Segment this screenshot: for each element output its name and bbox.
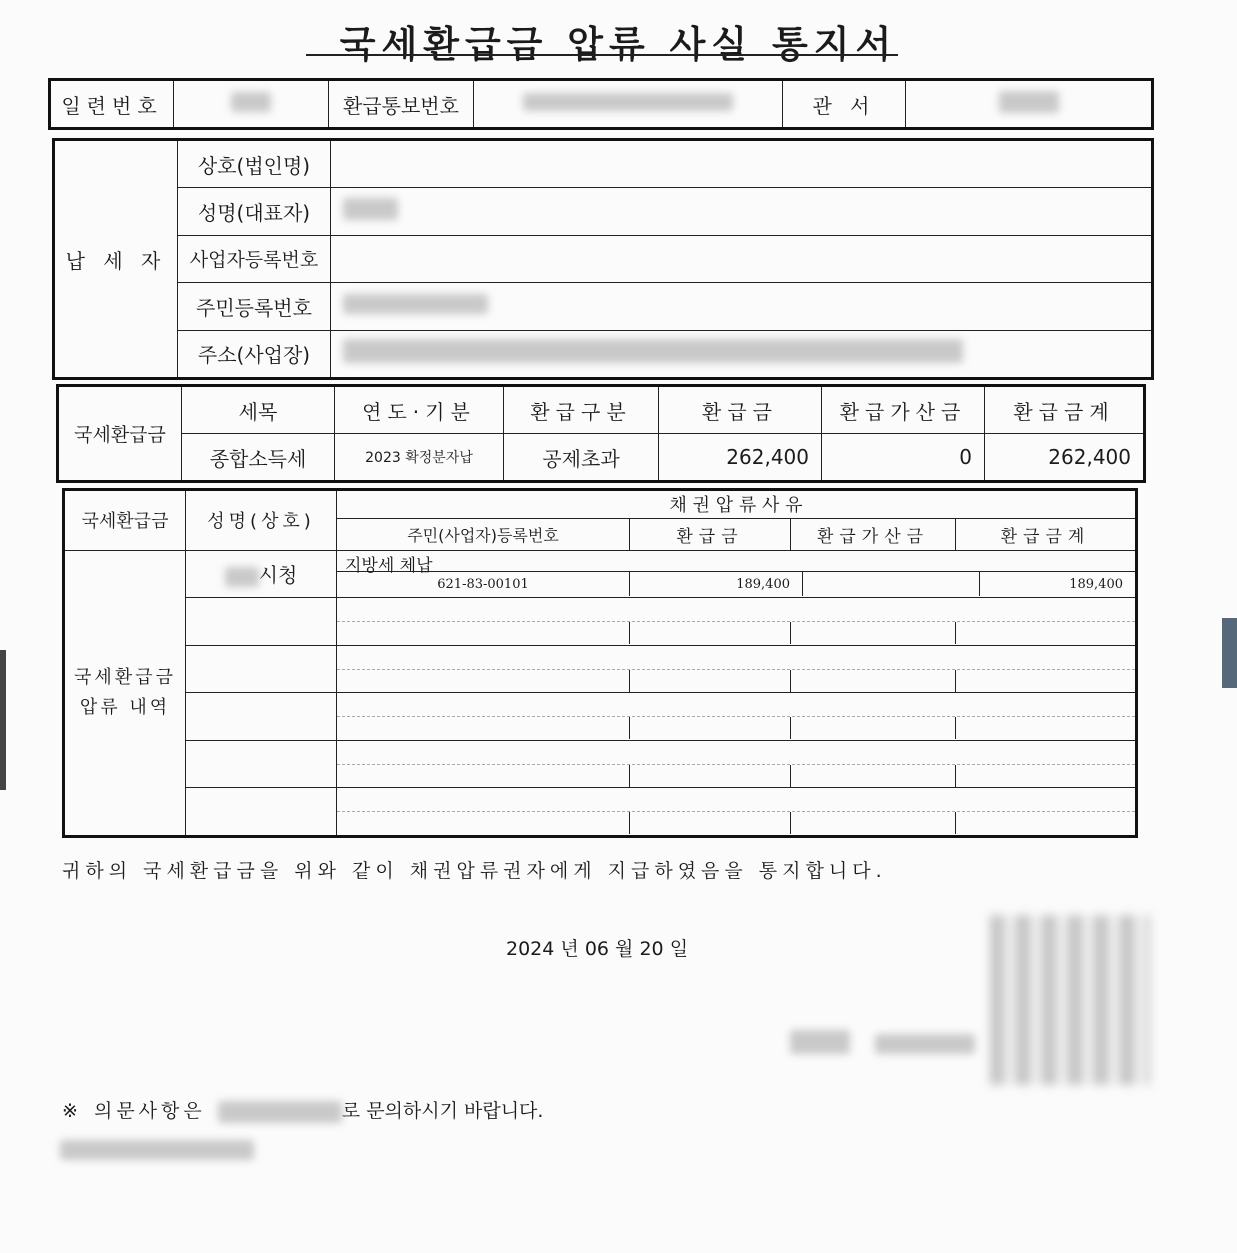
issue-date [506, 934, 688, 961]
taxpayer-field-label: 상호(법인명) [178, 140, 331, 188]
taxpayer-table [52, 138, 1154, 380]
redacted-phone [60, 1140, 254, 1160]
refund-header: 환급금 [659, 386, 822, 434]
seizure-section-label-line1: 국세환급금 [74, 666, 176, 688]
refund-type: 공제초과 [504, 434, 659, 482]
redacted-address [343, 339, 963, 363]
refund-section-label: 국세환급금 [58, 386, 182, 482]
date-year: 2024 [506, 938, 555, 960]
refund-addition: 0 [822, 434, 985, 482]
refund-period: 2023 확정분자납 [335, 434, 504, 482]
inquiry-line [62, 1096, 543, 1123]
page-edge-shadow [0, 650, 6, 790]
seizure-empty-row [337, 788, 1137, 837]
seizure-reg-no: 621-83-00101 [337, 572, 630, 597]
notice-text: 귀하의 국세환급금을 위와 같이 채권압류권자에게 지급하였음을 통지합니다. [62, 860, 887, 882]
refund-notice-label: 환급통보번호 [329, 80, 474, 129]
taxpayer-field-value [331, 140, 1153, 188]
creditor-name-suffix: 시청 [258, 563, 298, 588]
seizure-sub-header: 환급금계 [956, 518, 1137, 550]
seizure-sub-header: 환급금 [630, 518, 791, 550]
taxpayer-field-label: 사업자등록번호 [178, 235, 331, 282]
seizure-empty-row [337, 598, 1137, 646]
seizure-total: 189,400 [980, 572, 1136, 597]
seizure-reason: 지방세 체납 [345, 556, 433, 577]
seizure-empty-row [337, 740, 1137, 788]
redacted-inquiry-office [218, 1101, 342, 1123]
seizure-sub-header: 환급가산금 [791, 518, 956, 550]
seizure-sub-header: 주민(사업자)등록번호 [337, 518, 630, 550]
document-title: 국세환급금 압류 사실 통지서 [339, 23, 898, 66]
seizure-empty-name [186, 645, 337, 693]
seizure-table [62, 488, 1138, 838]
inquiry-prefix: 의문사항은 [93, 1100, 206, 1122]
redacted-issuer-head [875, 1034, 975, 1054]
seizure-col2-label: 성명(상호) [186, 490, 337, 551]
serial-label: 일련번호 [50, 80, 174, 129]
taxpayer-field-label: 성명(대표자) [178, 188, 331, 235]
refund-header: 연도·기분 [335, 386, 504, 434]
inquiry-phone [60, 1140, 254, 1164]
seizure-addition [803, 572, 980, 597]
seizure-section-label-line2: 압류 내역 [79, 696, 171, 718]
date-year-unit: 년 [560, 938, 579, 960]
taxpayer-field-value [331, 283, 1153, 330]
refund-header: 환급가산금 [822, 386, 985, 434]
taxpayer-field-label: 주소(사업장) [178, 330, 331, 378]
redacted-office [999, 91, 1059, 113]
refund-tax-item: 종합소득세 [182, 434, 335, 482]
redacted-issuer-office [790, 1030, 850, 1054]
seizure-amount: 189,400 [630, 572, 803, 597]
seizure-empty-name [186, 598, 337, 646]
refund-header: 환급금계 [985, 386, 1145, 434]
date-month: 06 [584, 938, 609, 960]
official-seal [990, 915, 1150, 1085]
seizure-empty-name [186, 693, 337, 741]
date-month-unit: 월 [615, 938, 634, 960]
taxpayer-field-value [331, 235, 1153, 282]
seizure-reason-label: 채 권 압 류 사 유 [337, 490, 1137, 519]
seizure-row-1-values [337, 571, 1135, 596]
seizure-empty-row [337, 693, 1137, 741]
refund-table [56, 384, 1146, 483]
taxpayer-section-label: 납 세 자 [54, 140, 178, 379]
office-label: 관 서 [783, 80, 906, 129]
issuer-name [790, 1030, 975, 1058]
inquiry-suffix: 로 문의하시기 바랍니다. [341, 1100, 544, 1122]
office-value [906, 80, 1153, 129]
seizure-empty-row [337, 645, 1137, 693]
seizure-empty-name [186, 788, 337, 837]
note-mark: ※ [62, 1100, 78, 1122]
redacted-resident-no [343, 294, 488, 314]
refund-amount: 262,400 [659, 434, 822, 482]
date-day: 20 [639, 938, 664, 960]
seizure-col1-label: 국세환급금 [64, 490, 186, 551]
refund-notice-value [474, 80, 783, 129]
seizure-empty-name [186, 740, 337, 788]
title-underline [306, 54, 898, 56]
serial-value [174, 80, 329, 129]
refund-header: 환급구분 [504, 386, 659, 434]
seizure-row-1 [337, 550, 1137, 598]
header-table [48, 78, 1154, 130]
seizure-section-label [64, 550, 186, 836]
date-day-unit: 일 [669, 938, 689, 960]
redacted-serial [231, 92, 271, 112]
refund-header: 세목 [182, 386, 335, 434]
taxpayer-field-label: 주민등록번호 [178, 283, 331, 330]
redacted-city-name [225, 567, 259, 587]
background-object [1222, 618, 1237, 688]
taxpayer-field-value [331, 188, 1153, 235]
taxpayer-field-value [331, 330, 1153, 378]
redacted-rep-name [343, 198, 398, 220]
refund-total: 262,400 [985, 434, 1145, 482]
redacted-notice-no [523, 93, 733, 111]
seizure-creditor-name [186, 550, 337, 598]
